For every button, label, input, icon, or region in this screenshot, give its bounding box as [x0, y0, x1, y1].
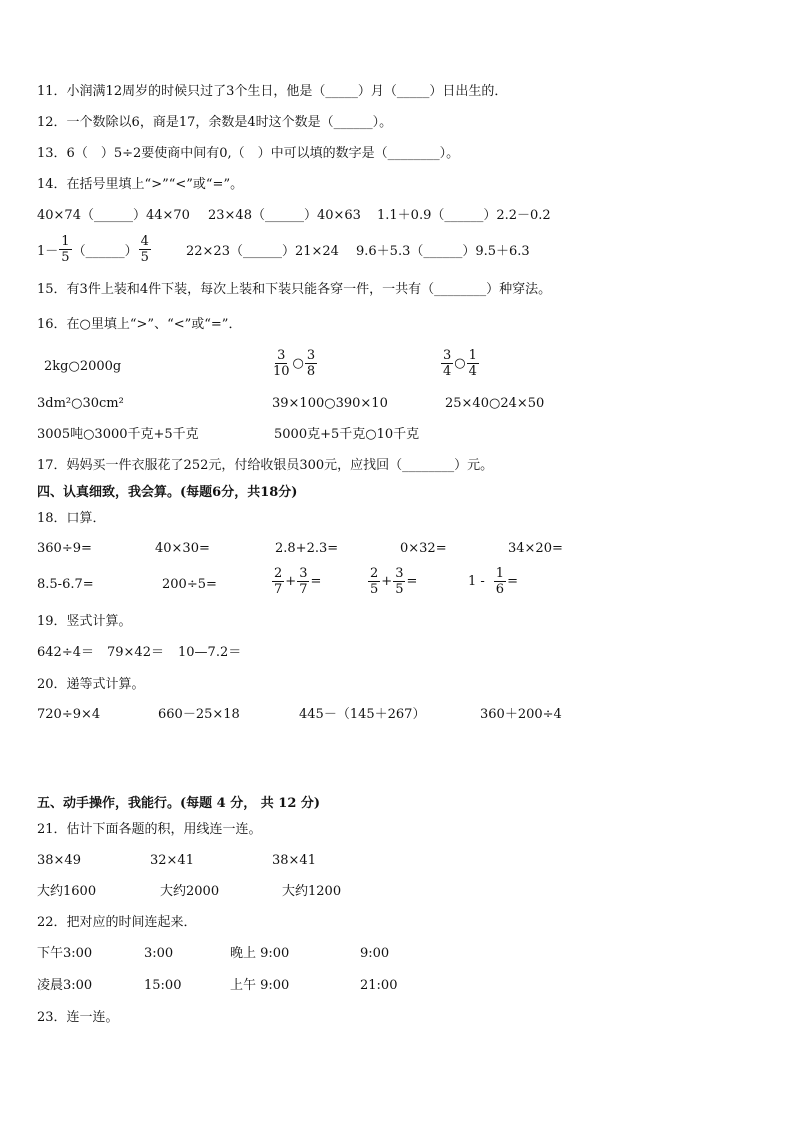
question-12: 12．一个数除以6，商是17，余数是4时这个数是（______）。 [37, 115, 393, 130]
q22-bottom-3: 上午 9:00 [230, 978, 290, 993]
numerator: 3 [306, 348, 316, 363]
fraction [297, 566, 309, 597]
q21-top-3: 38×41 [272, 853, 316, 868]
question-19: 19．竖式计算。 [37, 614, 132, 629]
q21-bottom-2: 大约2000 [160, 884, 220, 899]
question-23: 23．连一连。 [37, 1010, 119, 1025]
q21-bottom-3: 大约1200 [282, 884, 342, 899]
q21-bottom-1: 大约1600 [37, 884, 97, 899]
q20-item-3: 445－（145＋267） [299, 707, 426, 722]
fraction [467, 348, 479, 379]
q18-item-10 [468, 566, 518, 597]
denominator: 5 [370, 582, 379, 597]
q22-bottom-2: 15:00 [144, 978, 182, 993]
denominator: 5 [61, 250, 70, 265]
question-17: 17．妈妈买一件衣服花了252元，付给收银员300元，应找回（________）元。 [37, 458, 494, 473]
equals-sign: = [310, 574, 322, 589]
section-4-heading: 四、认真细致，我会算。(每题6分，共18分) [37, 485, 298, 500]
q22-bottom-1: 凌晨3:00 [37, 978, 93, 993]
fraction [368, 566, 380, 597]
q18-item-7: 200÷5= [162, 577, 217, 592]
q18-item-1: 360÷9= [37, 541, 92, 556]
fraction [139, 234, 151, 265]
q21-top-2: 32×41 [150, 853, 194, 868]
question-14: 14．在括号里填上“>”“<”或“=”。 [37, 177, 244, 192]
q16-item-4: 3dm²○30cm² [37, 396, 124, 411]
q20-item-4: 360＋200÷4 [480, 707, 562, 722]
q14-item-2: 23×48（______）40×63 [208, 208, 361, 223]
denominator: 4 [468, 364, 477, 379]
plus-sign: + [285, 574, 297, 589]
compare-circle: ○ [454, 356, 466, 371]
question-20: 20．递等式计算。 [37, 677, 145, 692]
q20-item-2: 660－25×18 [158, 707, 240, 722]
equals-sign: = [406, 574, 418, 589]
q16-item-7: 3005吨○3000千克+5千克 [37, 427, 199, 442]
fraction [59, 234, 71, 265]
blank: （______） [72, 244, 138, 259]
question-18: 18．口算． [37, 511, 106, 526]
fraction [393, 566, 405, 597]
q21-top-1: 38×49 [37, 853, 81, 868]
denominator: 8 [306, 364, 316, 379]
q18-item-3: 2.8+2.3= [275, 541, 339, 556]
q19-item-2: 79×42＝ [107, 645, 164, 660]
numerator: 1 [495, 566, 505, 581]
q14-item-6: 9.6＋5.3（______）9.5＋6.3 [356, 244, 530, 259]
q16-item-8: 5000克+5千克○10千克 [274, 427, 420, 442]
q22-top-2: 3:00 [144, 946, 174, 961]
denominator: 5 [395, 582, 404, 597]
denominator: 4 [443, 364, 452, 379]
numerator: 2 [274, 566, 283, 581]
numerator: 4 [140, 234, 149, 249]
q18-item-6: 8.5-6.7= [37, 577, 94, 592]
question-21: 21．估计下面各题的积，用线连一连。 [37, 822, 262, 837]
question-22: 22．把对应的时间连起来． [37, 915, 197, 930]
denominator: 5 [140, 250, 149, 265]
q20-item-1: 720÷9×4 [37, 707, 101, 722]
question-11: 11．小润满12周岁的时候只过了3个生日，他是（_____）月（_____）日出生的． [37, 84, 508, 99]
q16-item-2 [270, 348, 318, 379]
fraction [272, 566, 284, 597]
q16-item-3 [440, 348, 480, 379]
q22-top-1: 下午3:00 [37, 946, 93, 961]
q16-item-1: 2kg○2000g [44, 359, 122, 374]
q18-item-9 [367, 566, 417, 597]
q14-item-1: 40×74（______）44×70 [37, 208, 190, 223]
q14-item-4-prefix: 1－ [37, 244, 59, 259]
q18-item-5: 34×20= [508, 541, 563, 556]
fraction [305, 348, 317, 379]
fraction [441, 348, 453, 379]
numerator: 3 [443, 348, 452, 363]
q18-item-8 [271, 566, 321, 597]
fraction [494, 566, 506, 597]
numerator: 1 [468, 348, 477, 363]
q19-item-3: 10—7.2＝ [178, 645, 242, 660]
question-16: 16．在○里填上“>”、“<”或“=”． [37, 317, 242, 332]
fraction [271, 348, 292, 379]
q18-item-10-prefix: 1 - [468, 574, 485, 589]
q22-top-4: 9:00 [360, 946, 390, 961]
plus-sign: + [381, 574, 393, 589]
q22-top-3: 晚上 9:00 [230, 946, 290, 961]
denominator: 6 [495, 582, 505, 597]
numerator: 3 [395, 566, 404, 581]
q22-bottom-4: 21:00 [360, 978, 398, 993]
q14-item-5: 22×23（______）21×24 [186, 244, 339, 259]
question-15: 15．有3件上装和4件下装，每次上装和下装只能各穿一件，一共有（________）种穿法。 [37, 282, 552, 297]
q16-item-5: 39×100○390×10 [272, 396, 388, 411]
section-5-heading: 五、动手操作，我能行。(每题 4 分， 共 12 分) [37, 796, 321, 811]
equals-sign: = [507, 574, 518, 589]
numerator: 2 [370, 566, 379, 581]
numerator: 3 [277, 348, 286, 363]
q18-item-2: 40×30= [155, 541, 210, 556]
numerator: 1 [61, 234, 70, 249]
question-13: 13．6（ ）5÷2要使商中间有0,（ ）中可以填的数字是（________）。 [37, 146, 460, 161]
q14-item-3: 1.1＋0.9（______）2.2－0.2 [377, 208, 551, 223]
compare-circle: ○ [292, 356, 304, 371]
q19-item-1: 642÷4＝ [37, 645, 94, 660]
q16-item-6: 25×40○24×50 [445, 396, 545, 411]
denominator: 7 [274, 582, 283, 597]
denominator: 10 [273, 364, 290, 379]
q14-item-4 [37, 234, 152, 265]
q18-item-4: 0×32= [400, 541, 447, 556]
numerator: 3 [299, 566, 308, 581]
denominator: 7 [299, 582, 308, 597]
